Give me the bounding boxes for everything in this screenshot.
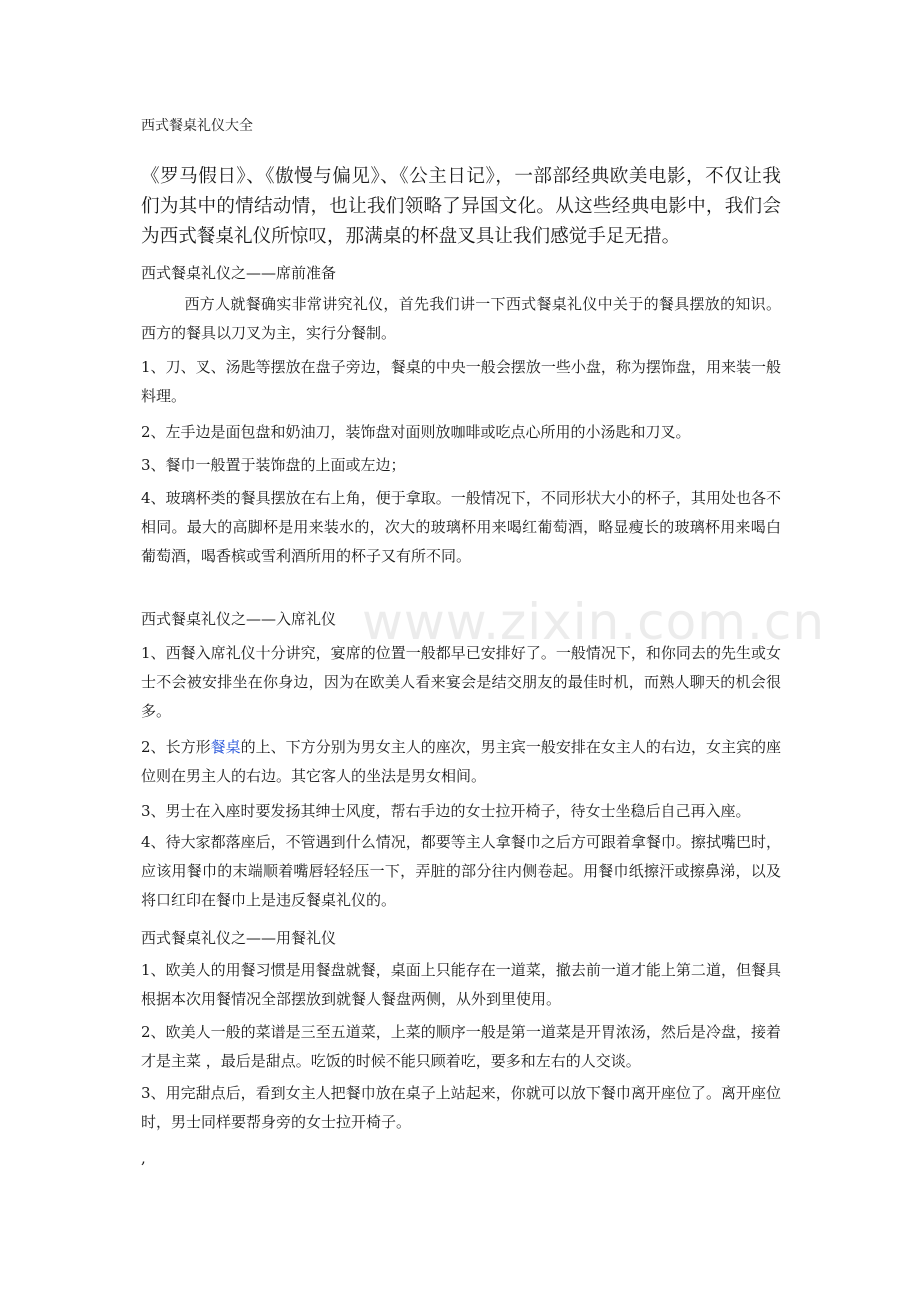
- watermark: www.zixin.com.cn: [362, 593, 826, 651]
- list-item: 2、欧美人一般的菜谱是三至五道菜，上菜的顺序一般是第一道菜是开胃浓汤，然后是冷盘，接着才是主菜 ，最后是甜点。吃饭的时候不能只顾着吃，要多和左右的人交谈。: [141, 1023, 781, 1070]
- document-title: 西式餐桌礼仪大全: [141, 118, 253, 134]
- list-item: 1、欧美人的用餐习惯是用餐盘就餐，桌面上只能存在一道菜，撤去前一道才能上第二道，但餐具根据本次用餐情况全部摆放到就餐人餐盘两侧，从外到里使用。: [141, 961, 781, 1008]
- list-item: 1、西餐入席礼仪十分讲究，宴席的位置一般都早已安排好了。一般情况下，和你同去的先生或女士不会被安排坐在你身边，因为在欧美人看来宴会是结交朋友的最佳时机，而熟人聊天的机会很多。: [141, 644, 781, 720]
- section-heading-seating: 西式餐桌礼仪之——入席礼仪: [141, 610, 337, 628]
- stray-punctuation: ,: [141, 1149, 146, 1167]
- list-item: 3、用完甜点后，看到女主人把餐巾放在桌子上站起来，你就可以放下餐巾离开座位了。离开座位时，男士同样要帮身旁的女士拉开椅子。: [141, 1084, 781, 1131]
- list-item: 3、餐巾一般置于装饰盘的上面或左边；: [141, 456, 406, 474]
- section-heading-preparation: 西式餐桌礼仪之——席前准备: [141, 264, 337, 282]
- dining-table-link[interactable]: 餐桌: [210, 738, 241, 756]
- text-segment: 2、长方形: [141, 738, 211, 756]
- list-item: 4、玻璃杯类的餐具摆放在右上角，便于拿取。一般情况下，不同形状大小的杯子，其用处也各不相同。最大的高脚杯是用来装水的，次大的玻璃杯用来喝红葡萄酒，略显瘦长的玻璃杯用来喝白葡萄酒，喝香槟或雪利酒所用的杯子又有所不同。: [141, 489, 781, 565]
- list-item: 3、男士在入座时要发扬其绅士风度，帮右手边的女士拉开椅子，待女士坐稳后自己再入座。: [141, 802, 751, 820]
- section-heading-dining: 西式餐桌礼仪之——用餐礼仪: [141, 929, 337, 947]
- list-item: 4、待大家都落座后，不管遇到什么情况，都要等主人拿餐巾之后方可跟着拿餐巾。擦拭嘴巴时，应该用餐巾的末端顺着嘴唇轻轻压一下，弄脏的部分往内侧卷起。用餐巾纸擦汗或擦鼻涕，以及将口红印在餐巾上是违反餐桌礼仪的。: [141, 833, 781, 909]
- list-item: 2、左手边是面包盘和奶油刀，装饰盘对面则放咖啡或吃点心所用的小汤匙和刀叉。: [141, 423, 691, 441]
- list-item: [141, 733, 781, 791]
- intro-paragraph: 《罗马假日》、《傲慢与偏见》、《公主日记》，一部部经典欧美电影，不仅让我们为其中的情结动情，也让我们领略了异国文化。从这些经典电影中，我们会为西式餐桌礼仪所惊叹，那满桌的杯盘叉具让我们感觉手足无措。: [141, 166, 781, 247]
- list-item: 1、刀、叉、汤匙等摆放在盘子旁边，餐桌的中央一般会摆放一些小盘，称为摆饰盘，用来装一般料理。: [141, 358, 781, 405]
- text-segment: 的上、下方分别为男女主人的座次，男主宾一般安排在女主人的右边，女主宾的座位则在男主人的右边。其它客人的坐法是男女相间。: [141, 738, 781, 785]
- paragraph: 西方人就餐确实非常讲究礼仪，首先我们讲一下西式餐桌礼仪中关于的餐具摆放的知识。西方的餐具以刀叉为主，实行分餐制。: [141, 295, 781, 342]
